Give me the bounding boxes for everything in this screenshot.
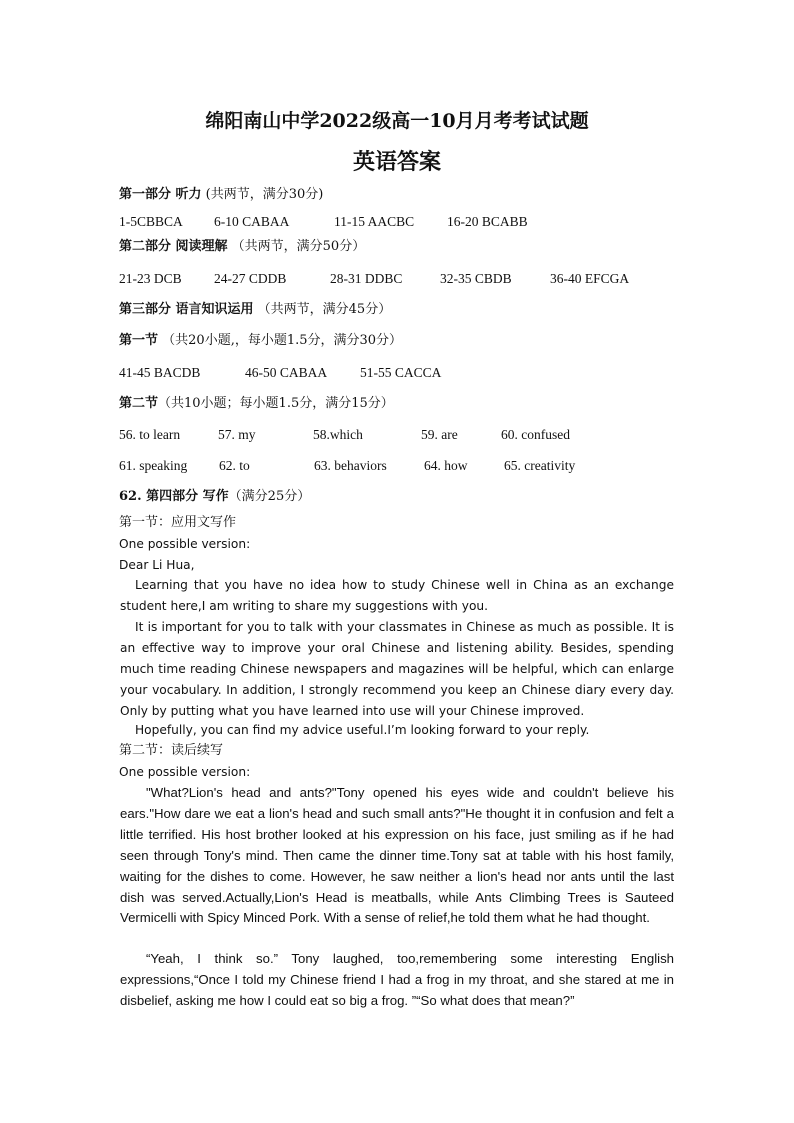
part3-heading: 第三部分 语言知识运用 （共两节，满分45分）	[119, 302, 392, 317]
part3-section2-answer: 58.which	[313, 427, 363, 442]
part3-section2-answer: 63. behaviors	[314, 458, 387, 473]
part2-answer: 32-35 CBDB	[440, 271, 512, 286]
letter-paragraph: Hopefully, you can find my advice useful.I’m looking forward to your reply.	[135, 723, 590, 737]
story-paragraph: "What?Lion's head and ants?"Tony opened his eyes wide and couldn't believe his ears."How dare we eat a lion's head and such small ants?"He thought it in confusion and felt a little terrified. His host brother looked at his expression on his face, just smiling as if he had seen through Tony's mind. Then came the dinner time.Tony sat at table with his host family, waiting for the dishes to come. However, he saw neither a lion's head nor ants until the last dish was served.Actually,Lion's Head is meatballs, while Ants Climbing Trees is Sauteed Vermicelli with Spicy Minced Pork. With a sense of relief,he told them what he had thought.	[120, 785, 674, 926]
part3-section2-answer: 62. to	[219, 458, 250, 473]
part2-heading: 第二部分 阅读理解 （共两节，满分50分）	[119, 239, 366, 254]
part3-section1-answer: 41-45 BACDB	[119, 365, 201, 380]
part4-heading: 62. 第四部分 写作（满分25分）	[119, 489, 311, 504]
part1-heading: 第一部分 听力 (共两节，满分30分)	[119, 187, 324, 202]
part3-section2-answer: 61. speaking	[119, 458, 188, 473]
part3-section2-answer: 57. my	[218, 427, 256, 442]
part4-section1-version: One possible version:	[119, 537, 251, 551]
part1-answer: 11-15 AACBC	[334, 214, 415, 229]
part3-section2-answer: 59. are	[421, 427, 458, 442]
part2-answer: 24-27 CDDB	[214, 271, 287, 286]
part1-answer: 16-20 BCABB	[447, 214, 528, 229]
part4-section2-version: One possible version:	[119, 765, 251, 779]
letter-paragraph: It is important for you to talk with your classmates in Chinese as much as possible. It is an effective way to improve your oral Chinese and listening ability. Besides, spending much time reading Chinese newspapers and magazines will be helpful, which can enlarge your vocabulary. In addition, I strongly recommend you keep an Chinese diary every day. Only by putting what you have learned into use will your Chinese improved.	[120, 620, 674, 718]
letter-paragraph: Learning that you have no idea how to study Chinese well in China as an exchange student here,I am writing to share my suggestions with you.	[120, 578, 674, 613]
part4-section1-title: 第一节：应用文写作	[119, 515, 237, 530]
part3-section1-heading: 第一节 （共20小题,，每小题1.5分，满分30分）	[119, 333, 403, 348]
part2-answer: 36-40 EFCGA	[550, 271, 630, 286]
story-paragraph: “Yeah, I think so.” Tony laughed, too,remembering some interesting English expressions,“Once I told my Chinese friend I had a frog in my throat, and she stared at me in disbelief, asking me how I could eat so big a frog. ”“So what does that mean?”	[120, 951, 674, 1008]
part3-section2-answer: 65. creativity	[504, 458, 576, 473]
part3-section2-answer: 60. confused	[501, 427, 570, 442]
exam-title: 绵阳南山中学2022级高一10月月考考试试题	[205, 110, 589, 132]
part1-answer: 1-5CBBCA	[119, 214, 183, 229]
part3-section2-heading: 第二节（共10小题；每小题1.5分，满分15分）	[119, 396, 394, 411]
part1-answer: 6-10 CABAA	[214, 214, 290, 229]
part3-section1-answer: 51-55 CACCA	[360, 365, 442, 380]
part3-section2-answer: 64. how	[424, 458, 468, 473]
part4-section2-title: 第二节：读后续写	[119, 743, 224, 758]
part3-section2-answer: 56. to learn	[119, 427, 181, 442]
answer-title: 英语答案	[352, 149, 441, 175]
part2-answer: 21-23 DCB	[119, 271, 182, 286]
part3-section1-answer: 46-50 CABAA	[245, 365, 328, 380]
part2-answer: 28-31 DDBC	[330, 271, 403, 286]
letter-greeting: Dear Li Hua,	[119, 558, 195, 572]
